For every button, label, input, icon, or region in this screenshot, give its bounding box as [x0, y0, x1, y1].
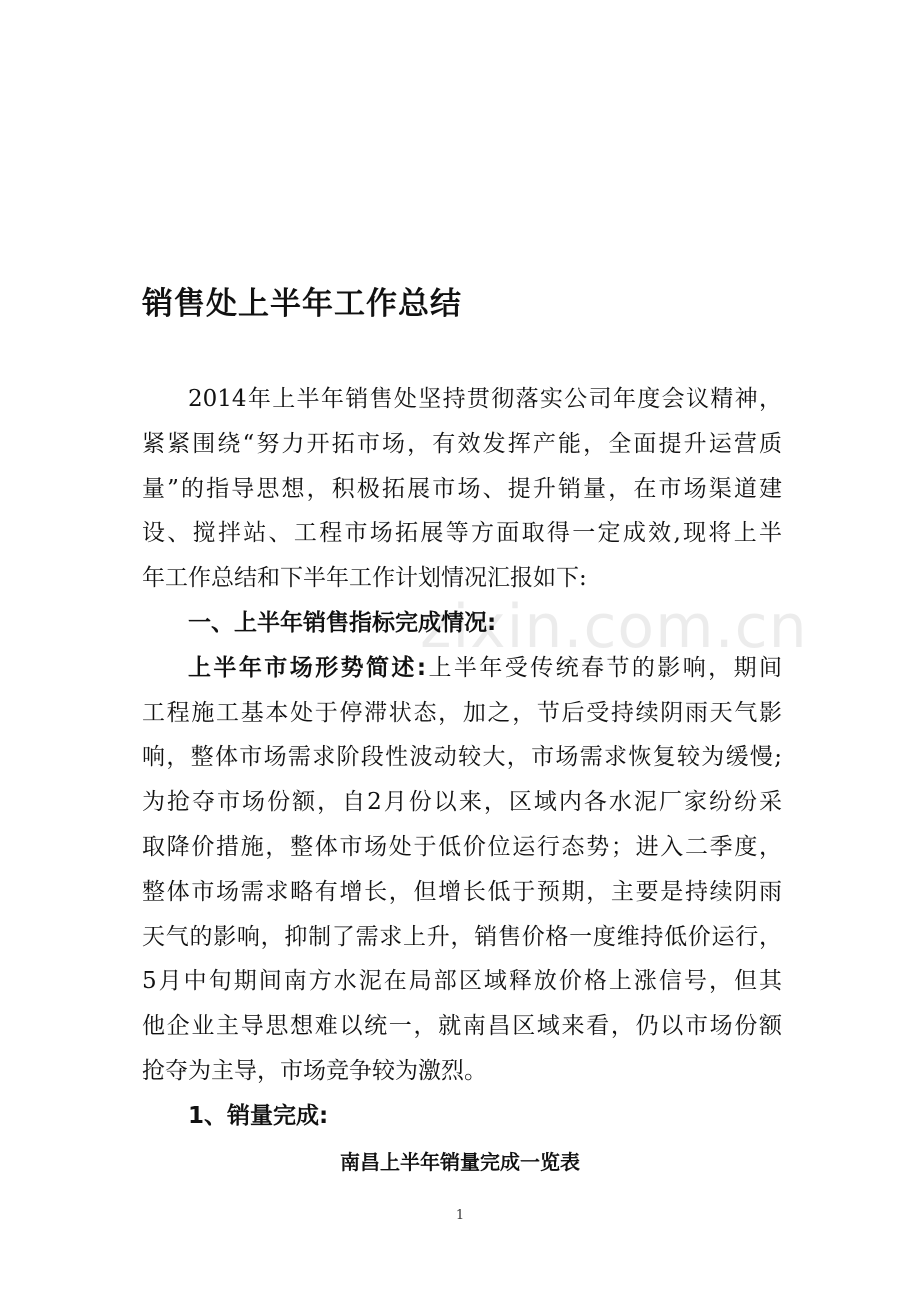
intro-line: 紧紧围绕“努力开拓市场，有效发挥产能，全面提升运营质: [142, 430, 782, 457]
intro-paragraph: [142, 377, 782, 601]
subsection-heading: 1、销量完成:: [188, 1102, 329, 1129]
market-line: 工程施工基本处于停滞状态，加之，节后受持续阴雨天气影: [142, 699, 782, 726]
market-line: 他企业主导思想难以统一，就南昌区域来看，仍以市场份额: [142, 1013, 782, 1040]
document-title: 销售处上半年工作总结: [142, 286, 462, 322]
page-number: 1: [455, 1208, 465, 1223]
document-body: [142, 377, 782, 1139]
intro-line: 设、搅拌站、工程市场拓展等方面取得一定成效,现将上半: [142, 520, 782, 547]
section-heading: 一、上半年销售指标完成情况:: [188, 609, 497, 636]
watermark: zixin.com.cn: [420, 592, 808, 662]
market-line: 响，整体市场需求阶段性波动较大，市场需求恢复较为缓慢;: [142, 744, 782, 771]
market-line: 5月中旬期间南方水泥在局部区域释放价格上涨信号，但其: [142, 968, 782, 995]
market-lead: 上半年市场形势简述:: [188, 654, 427, 681]
market-line: 整体市场需求略有增长，但增长低于预期，主要是持续阴雨: [142, 878, 782, 905]
market-line: 为抢夺市场份额，自2月份以来，区域内各水泥厂家纷纷采: [142, 789, 782, 816]
market-line-text: 上半年受传统春节的影响，期间: [426, 654, 782, 681]
market-line: 天气的影响，抑制了需求上升，销售价格一度维持低价运行，: [142, 923, 782, 950]
intro-line: 2014年上半年销售处坚持贯彻落实公司年度会议精神，: [188, 386, 782, 412]
table-caption: 南昌上半年销量完成一览表: [340, 1150, 580, 1174]
intro-line: 年工作总结和下半年工作计划情况汇报如下:: [142, 565, 587, 592]
market-line: 抢夺为主导，市场竞争较为激烈。: [142, 1057, 487, 1084]
market-paragraph: [142, 646, 782, 1094]
market-line: 取降价措施，整体市场处于低价位运行态势；进入二季度，: [142, 833, 782, 860]
intro-line: 量”的指导思想，积极拓展市场、提升销量，在市场渠道建: [142, 475, 782, 502]
market-line: [142, 646, 782, 691]
